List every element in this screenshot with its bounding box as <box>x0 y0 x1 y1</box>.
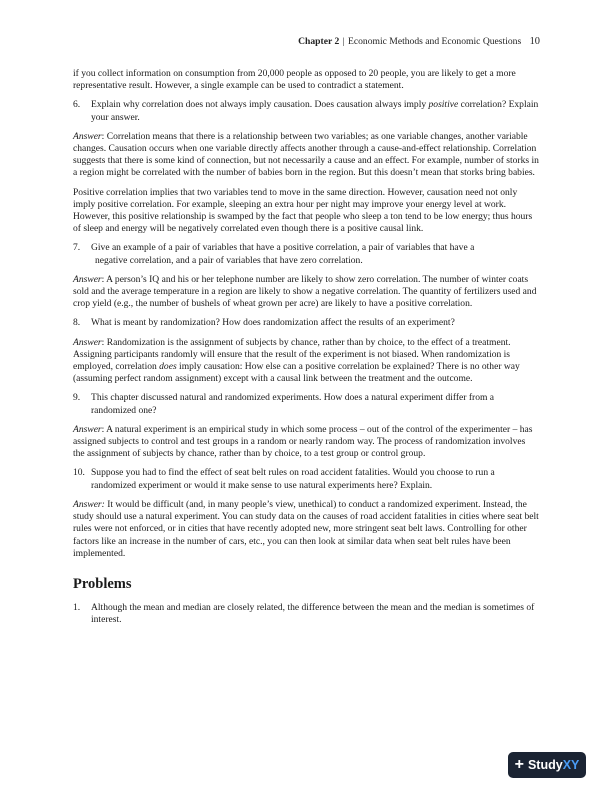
page-header <box>298 36 540 47</box>
answer-9 <box>73 424 539 461</box>
answer-text: It would be difficult (and, in many people’s view, unethical) to conduct a randomized experiment. Instead, the study should use a natural experiment. You can study data on the causes of road accident fatalities in cities where seat belt rules were not enforced, or in cities that have recently adopted new, more stringent seat belt laws. Controlling for other factors like an increase in the number of cars, etc., you can then look at similar data when seat belt rules have been implemented. <box>73 498 539 559</box>
question-line: negative correlation, and a pair of variables that have zero correlation. <box>95 254 363 266</box>
question-line: Give an example of a pair of variables that have a positive correlation, a pair of variables that have a <box>91 242 475 254</box>
answer-label: Answer <box>73 336 102 348</box>
question-text-part: Explain why correlation does not always imply causation. Does causation always imply <box>91 99 429 111</box>
question-number: 10. <box>73 467 85 479</box>
answer-label: Answer <box>73 130 102 142</box>
answer-6 <box>73 131 539 180</box>
question-text: Suppose you had to find the effect of seat belt rules on road accident fatalities. Would you choose to run a randomized experiment or would it make sense to use natural experiments here? Explain. <box>91 467 495 491</box>
question-text-part: correlation? Explain your answer. <box>91 99 539 123</box>
answer-label: Answer: <box>73 498 105 510</box>
answer-10 <box>73 499 539 560</box>
question-number: 9. <box>73 392 81 404</box>
intro-paragraph: if you collect information on consumption from 20,000 people as opposed to 20 people, you are likely to get a more representative result. However, a single example can be used to contradict a statement. <box>73 68 516 92</box>
answer-emphasis: does <box>159 361 177 373</box>
problem-1 <box>73 602 539 626</box>
question-emphasis: positive <box>428 99 459 111</box>
problems-heading: Problems <box>73 575 132 592</box>
question-9 <box>73 392 539 416</box>
answer-text: : A person’s IQ and his or her telephone number are likely to show zero correlation. The number of winter coats sold and the average temperature in a region are likely to show a negative correlation. The quantity of fertilizers used and crop yield (e.g., the number of bushels of wheat grown per acre) are likely to have a positive correlation. <box>73 273 537 310</box>
question-number: 8. <box>73 317 81 329</box>
question-text: What is meant by randomization? How does randomization affect the results of an experiment? <box>91 317 455 329</box>
question-text <box>91 242 539 266</box>
chapter-label: Chapter 2 <box>298 36 340 47</box>
question-10 <box>73 467 539 491</box>
page-body <box>73 68 539 633</box>
studyxy-logo[interactable] <box>508 752 586 778</box>
answer-7 <box>73 274 539 311</box>
answer-text: : Correlation means that there is a relationship between two variables; as one variable changes, another variable changes. Causation occurs when one variable directly affects another through a cause-and-effect relationship. Correlation suggests that there is some kind of connection, but not necessarily a cause and an effect. For example, number of storks in a region might be correlated with the number of babies born in the region. But this doesn’t mean that storks bring babies. <box>73 130 539 179</box>
page-number: 10 <box>529 36 540 47</box>
logo-word: Study <box>527 758 563 772</box>
question-number: 7. <box>73 242 81 254</box>
problem-number: 1. <box>73 601 81 613</box>
question-6 <box>73 99 539 123</box>
answer-8 <box>73 337 539 386</box>
problem-text: Although the mean and median are closely related, the difference between the mean and the median is sometimes of interest. <box>91 601 535 626</box>
question-text <box>91 99 539 123</box>
question-number: 6. <box>73 99 81 111</box>
answer-text: : Randomization is the assignment of subjects by chance, rather than by choice, to the effect of a treatment. Assigning participants randomly will ensure that the result of the experiment is not biased. When randomization is employed, correlation <box>73 336 511 373</box>
header-separator: | <box>342 36 345 47</box>
logo-accent: XY <box>562 758 580 772</box>
answer-label: Answer <box>73 423 102 435</box>
answer-6-continued: Positive correlation implies that two variables tend to move in the same direction. However, causation need not only imply positive correlation. For example, sleeping an extra hour per night may improve your energy level at work. However, this positive relationship is swamped by the fact that people who sleep a ton tend to be low energy; thus hours of sleep and energy will be negatively correlated even though there is a positive causal link. <box>73 186 533 235</box>
plus-icon: + <box>514 756 524 773</box>
question-7 <box>73 242 539 266</box>
answer-text: : A natural experiment is an empirical study in which some process – out of the control of the experimenter – has assigned subjects to control and test groups in a random or nearly random way. The process of randomization involves the assignment of subjects by chance, rather than by choice, to a test group or control group. <box>73 423 533 460</box>
answer-label: Answer <box>73 273 102 285</box>
question-text: This chapter discussed natural and randomized experiments. How does a natural experiment differ from a randomized one? <box>91 392 495 416</box>
chapter-title: Economic Methods and Economic Questions <box>348 36 522 47</box>
answer-text: imply causation: How else can a positive correlation be explained? There is no other way (assuming perfect random assignment) except with a causal link between the treatment and the outcome. <box>73 361 520 385</box>
question-8 <box>73 317 539 329</box>
